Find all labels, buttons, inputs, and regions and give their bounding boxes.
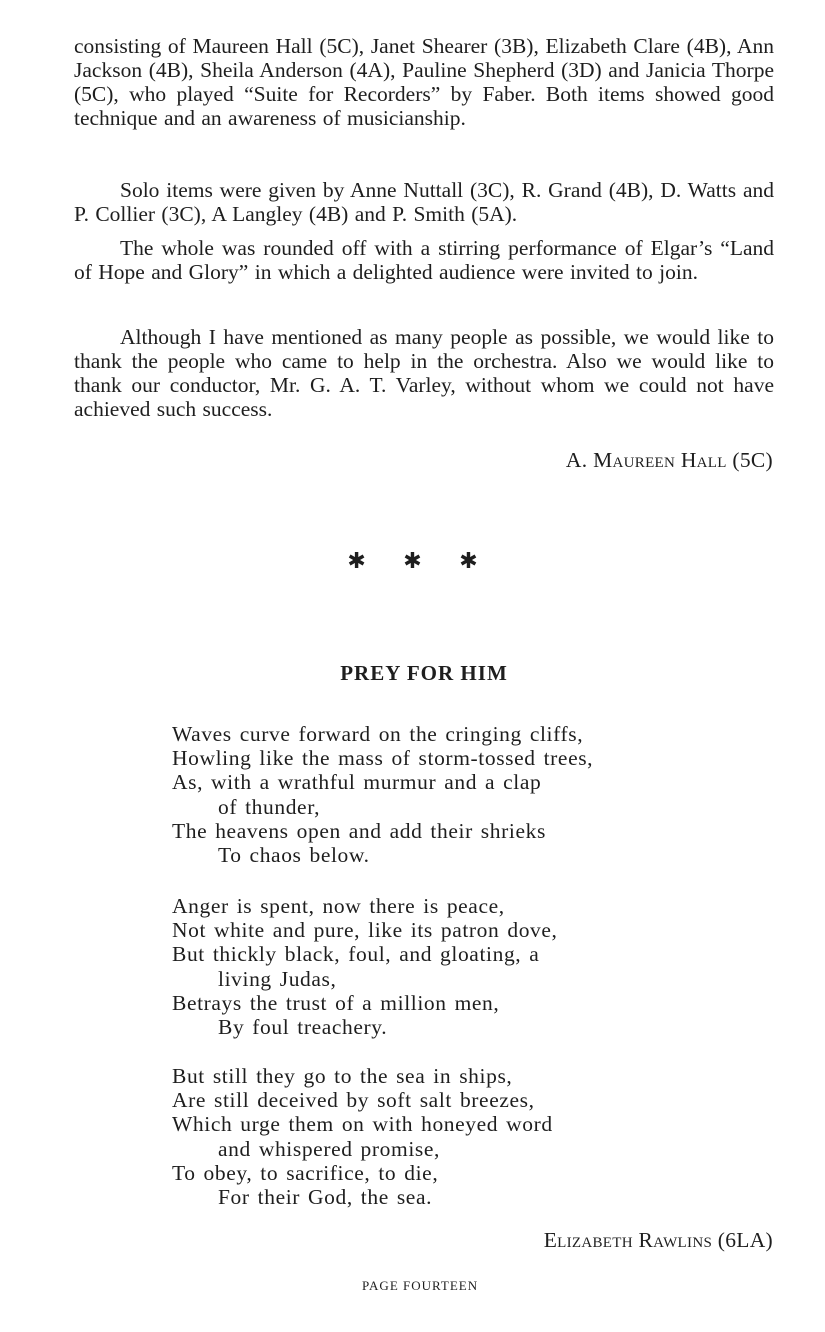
paragraph-text: The whole was rounded off with a stirring performance of Elgar’s “Land of Hope and Glory” in which a delighted audience were invited to join. <box>74 236 774 284</box>
poem-stanza-2 <box>172 894 642 1039</box>
poem-line: Anger is spent, now there is peace, <box>172 894 505 918</box>
poem-stanza-1 <box>172 722 642 867</box>
poem-stanza-3 <box>172 1064 642 1209</box>
page-number-footer: PAGE FOURTEEN <box>362 1278 479 1293</box>
poem-line: Betrays the trust of a million men, <box>172 990 500 1015</box>
asterisk-icon: ✱ <box>403 548 422 573</box>
article-paragraph-1 <box>74 34 774 130</box>
poem-line: As, with a wrathful murmur and a clap <box>172 770 542 795</box>
article-paragraph-3 <box>74 236 774 284</box>
poem-line: Are still deceived by soft salt breezes, <box>172 1088 535 1113</box>
article-paragraph-2 <box>74 178 774 226</box>
poem-line-indented: By foul treachery. <box>218 1015 388 1040</box>
poem-line: But still they go to the sea in ships, <box>172 1064 513 1088</box>
asterisk-icon: ✱ <box>347 548 366 573</box>
poem-line: Howling like the mass of storm-tossed trees, <box>172 746 594 771</box>
section-separator <box>0 548 825 574</box>
poem-line-indented: living Judas, <box>218 966 337 991</box>
paragraph-text: Although I have mentioned as many people as possible, we would like to thank the people who came to help in the orchestra. Also we would like to thank our conductor, Mr. G. A. T. Varley, without whom we could not have achieved such success. <box>74 325 774 421</box>
paragraph-text: Solo items were given by Anne Nuttall (3C), R. Grand (4B), D. Watts and P. Collier (3C), A Langley (4B) and P. Smith (5A). <box>74 178 774 226</box>
asterisk-icon: ✱ <box>459 548 478 573</box>
poem-author: Elizabeth Rawlins (6LA) <box>543 1228 773 1252</box>
poem-line: Not white and pure, like its patron dove, <box>172 918 558 943</box>
poem-line: Which urge them on with honeyed word <box>172 1112 553 1137</box>
poem-title: PREY FOR HIM <box>340 661 508 685</box>
article-signature: A. Maureen Hall (5C) <box>565 448 773 472</box>
poem-line: The heavens open and add their shrieks <box>172 818 546 843</box>
poem-line: But thickly black, foul, and gloating, a <box>172 942 540 967</box>
poem-line-indented: To chaos below. <box>218 843 370 868</box>
paragraph-text: consisting of Maureen Hall (5C), Janet Shearer (3B), Elizabeth Clare (4B), Ann Jackson (4B), Sheila Anderson (4A), Pauline Shepherd (3D) and Janicia Thorpe (5C), who played “Suite for Recorders” by Faber. Both items showed good technique and an awareness of musicianship. <box>74 34 774 130</box>
poem-line-indented: and whispered promise, <box>218 1136 440 1161</box>
article-paragraph-4 <box>74 325 774 421</box>
poem-line: Waves curve forward on the cringing cliffs, <box>172 722 584 746</box>
poem-line-indented: For their God, the sea. <box>218 1185 433 1210</box>
poem-line: To obey, to sacrifice, to die, <box>172 1160 439 1185</box>
poem-line-indented: of thunder, <box>218 794 321 819</box>
